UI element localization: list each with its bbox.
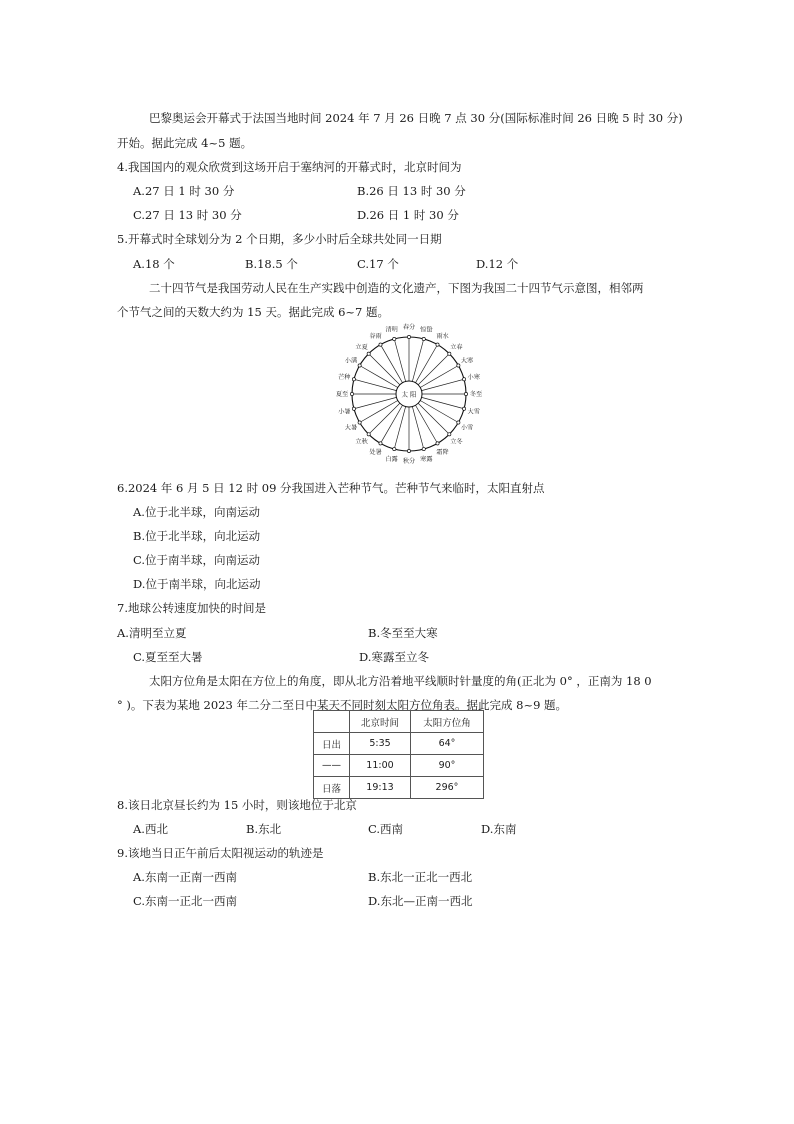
term-dot bbox=[436, 343, 439, 346]
term-label: 雨水 bbox=[436, 333, 449, 341]
term-dot bbox=[407, 449, 410, 452]
term-label: 小雪 bbox=[460, 424, 474, 432]
q7-option-c: C.夏至至大暑 bbox=[133, 650, 203, 664]
table-header-cell: 太阳方位角 bbox=[411, 711, 484, 733]
term-dot bbox=[379, 343, 382, 346]
term-label: 小满 bbox=[344, 357, 358, 365]
solar-terms-diagram bbox=[333, 318, 485, 470]
spoke-line bbox=[412, 339, 423, 382]
table-cell: 19:13 bbox=[350, 777, 411, 799]
spoke-line bbox=[412, 407, 423, 450]
spoke-line bbox=[354, 379, 397, 390]
q9-option-d: D.东北—正南一西北 bbox=[368, 894, 473, 908]
term-dot bbox=[352, 378, 355, 381]
term-dot bbox=[457, 364, 460, 367]
term-label: 小暑 bbox=[338, 408, 351, 416]
term-dot bbox=[448, 352, 451, 355]
q4-option-c: C.27 日 13 时 30 分 bbox=[133, 208, 242, 222]
azimuth-table bbox=[313, 710, 484, 799]
term-dot bbox=[358, 421, 361, 424]
table-cell: 296° bbox=[411, 777, 484, 799]
spoke-line bbox=[418, 403, 449, 434]
table-row bbox=[314, 733, 484, 755]
term-label: 春分 bbox=[402, 324, 416, 332]
q9-option-c: C.东南一正北一西南 bbox=[133, 894, 238, 908]
term-label: 立秋 bbox=[355, 438, 368, 446]
term-dot bbox=[464, 392, 467, 395]
term-label: 芒种 bbox=[338, 373, 351, 381]
term-dot bbox=[358, 364, 361, 367]
term-dot bbox=[436, 442, 439, 445]
q5-stem: 5.开幕式时全球划分为 2 个日期，多少小时后全球共处同一日期 bbox=[117, 232, 442, 246]
q9-option-b: B.东北一正北一西北 bbox=[368, 870, 473, 884]
term-label: 寒露 bbox=[420, 455, 433, 463]
spoke-line bbox=[369, 354, 400, 385]
q5-option-b: B.18.5 个 bbox=[245, 257, 298, 271]
spoke-line bbox=[381, 405, 403, 443]
solar-terms-svg bbox=[333, 318, 485, 470]
intro1-line2: 开始。据此完成 4~5 题。 bbox=[117, 136, 253, 150]
table-cell: 日出 bbox=[314, 733, 350, 755]
q9-stem: 9.该地当日正午前后太阳视运动的轨迹是 bbox=[117, 846, 324, 860]
term-dot bbox=[448, 433, 451, 436]
spoke-line bbox=[420, 366, 458, 388]
q4-option-b: B.26 日 13 时 30 分 bbox=[357, 184, 466, 198]
table-header-cell bbox=[314, 711, 350, 733]
intro3-line2: ° )。下表为某地 2023 年二分二至日中某天不同时刻太阳方位角表。据此完成 8~9 题。 bbox=[117, 698, 568, 712]
term-label: 秋分 bbox=[402, 458, 416, 466]
spoke-line bbox=[381, 345, 403, 383]
q6-option-a: A.位于北半球，向南运动 bbox=[133, 505, 260, 519]
table-cell: 64° bbox=[411, 733, 484, 755]
term-label: 冬至 bbox=[469, 391, 483, 399]
spoke-line bbox=[360, 401, 398, 423]
spoke-line bbox=[422, 397, 465, 408]
q7-option-a: A.清明至立夏 bbox=[117, 626, 187, 640]
spoke-line bbox=[420, 401, 458, 423]
table-row bbox=[314, 777, 484, 799]
term-label: 谷雨 bbox=[369, 333, 382, 341]
term-dot bbox=[367, 352, 370, 355]
spoke-line bbox=[354, 397, 397, 408]
term-label: 大雪 bbox=[467, 408, 480, 416]
q4-option-a: A.27 日 1 时 30 分 bbox=[133, 184, 235, 198]
term-label: 立冬 bbox=[450, 438, 463, 446]
q6-option-c: C.位于南半球，向南运动 bbox=[133, 553, 261, 567]
table-cell: 11:00 bbox=[350, 755, 411, 777]
term-label: 小寒 bbox=[467, 373, 480, 381]
term-dot bbox=[462, 378, 465, 381]
q7-option-b: B.冬至至大寒 bbox=[368, 626, 438, 640]
intro2-line2: 个节气之间的天数大约为 15 天。据此完成 6~7 题。 bbox=[117, 305, 390, 319]
spoke-line bbox=[416, 405, 438, 443]
spoke-line bbox=[369, 403, 400, 434]
q8-option-d: D.东南 bbox=[481, 822, 517, 836]
term-label: 白露 bbox=[385, 455, 398, 463]
q6-option-d: D.位于南半球，向北运动 bbox=[133, 577, 261, 591]
table-cell: —— bbox=[314, 755, 350, 777]
q4-stem: 4.我国国内的观众欣赏到这场开启于塞纳河的开幕式时，北京时间为 bbox=[117, 160, 462, 174]
table-cell: 5:35 bbox=[350, 733, 411, 755]
q7-option-d: D.寒露至立冬 bbox=[359, 650, 429, 664]
q5-option-a: A.18 个 bbox=[133, 257, 175, 271]
term-dot bbox=[457, 421, 460, 424]
term-dot bbox=[379, 442, 382, 445]
term-dot bbox=[350, 392, 353, 395]
term-label: 清明 bbox=[385, 326, 398, 334]
term-dot bbox=[393, 337, 396, 340]
q8-option-b: B.东北 bbox=[246, 822, 282, 836]
q6-option-b: B.位于北半球，向北运动 bbox=[133, 529, 261, 543]
term-label: 惊蛰 bbox=[420, 326, 433, 334]
q8-stem: 8.该日北京昼长约为 15 小时，则该地位于北京 bbox=[117, 798, 357, 812]
table-header-row bbox=[314, 711, 484, 733]
term-label: 夏至 bbox=[335, 391, 349, 399]
spoke-line bbox=[418, 354, 449, 385]
q6-stem: 6.2024 年 6 月 5 日 12 时 09 分我国进入芒种节气。芒种节气来临时，太阳直射点 bbox=[117, 481, 545, 495]
table-row bbox=[314, 755, 484, 777]
spoke-line bbox=[416, 345, 438, 383]
table-cell: 90° bbox=[411, 755, 484, 777]
q9-option-a: A.东南一正南一西南 bbox=[133, 870, 237, 884]
spoke-line bbox=[360, 366, 398, 388]
spoke-line bbox=[394, 339, 405, 382]
sun-label: 太 阳 bbox=[401, 390, 417, 399]
spoke-line bbox=[394, 407, 405, 450]
term-dot bbox=[407, 335, 410, 338]
term-dot bbox=[422, 337, 425, 340]
q5-option-d: D.12 个 bbox=[476, 257, 519, 271]
term-dot bbox=[462, 407, 465, 410]
term-label: 处暑 bbox=[369, 449, 382, 457]
term-dot bbox=[352, 407, 355, 410]
term-label: 立春 bbox=[450, 343, 463, 351]
intro2-line1: 二十四节气是我国劳动人民在生产实践中创造的文化遗产，下图为我国二十四节气示意图，相邻两 bbox=[149, 281, 644, 295]
term-label: 大暑 bbox=[344, 424, 358, 432]
q8-option-a: A.西北 bbox=[133, 822, 168, 836]
term-label: 立夏 bbox=[355, 343, 368, 351]
table-header-cell: 北京时间 bbox=[350, 711, 411, 733]
term-dot bbox=[422, 447, 425, 450]
spoke-line bbox=[422, 379, 465, 390]
q4-option-d: D.26 日 1 时 30 分 bbox=[357, 208, 459, 222]
term-label: 大寒 bbox=[460, 357, 474, 365]
q8-option-c: C.西南 bbox=[368, 822, 404, 836]
table-cell: 日落 bbox=[314, 777, 350, 799]
q7-stem: 7.地球公转速度加快的时间是 bbox=[117, 601, 266, 615]
term-dot bbox=[367, 433, 370, 436]
intro1-line1: 巴黎奥运会开幕式于法国当地时间 2024 年 7 月 26 日晚 7 点 30 分(国际标准时间 26 日晚 5 时 30 分) bbox=[149, 111, 683, 125]
intro3-line1: 太阳方位角是太阳在方位上的角度，即从北方沿着地平线顺时针量度的角(正北为 0° ，正南为 18 0 bbox=[149, 674, 652, 688]
term-dot bbox=[393, 447, 396, 450]
term-label: 霜降 bbox=[436, 449, 449, 457]
q5-option-c: C.17 个 bbox=[357, 257, 399, 271]
